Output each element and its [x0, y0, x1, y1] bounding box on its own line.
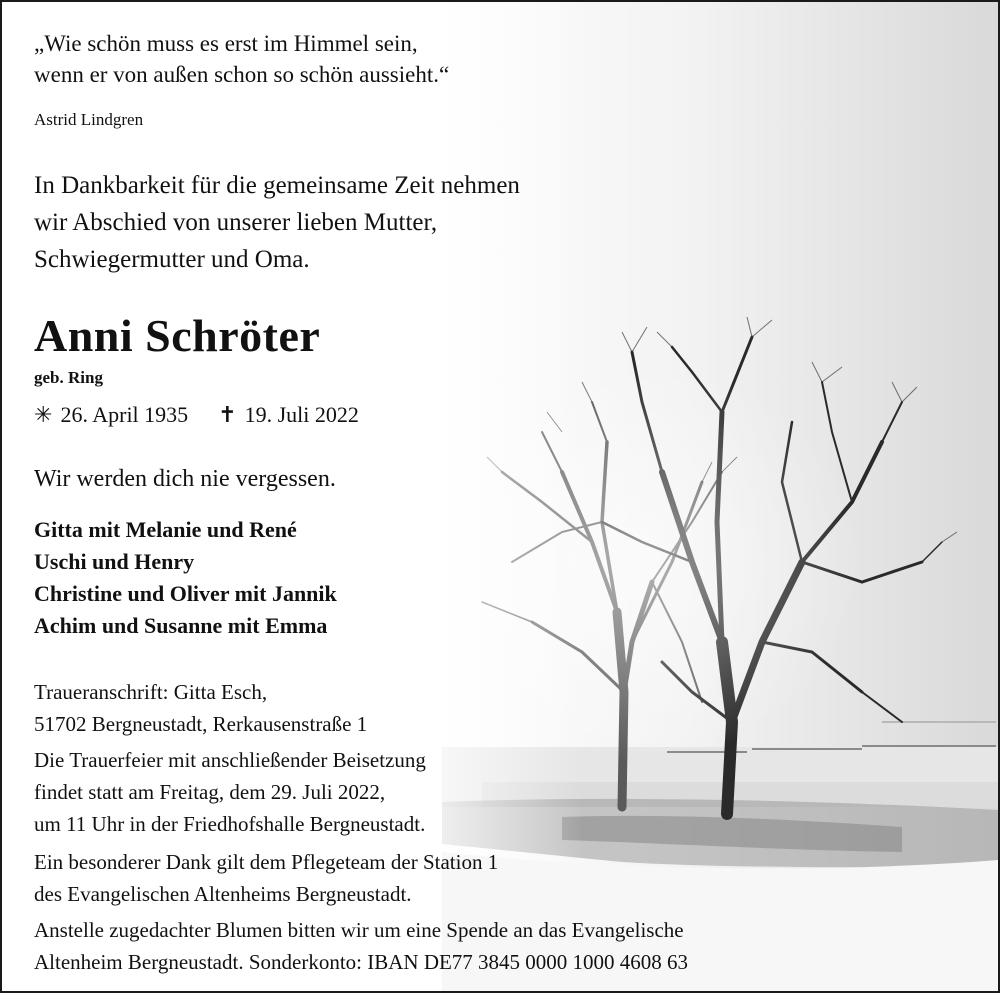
- address-line: Traueranschrift: Gitta Esch,: [34, 680, 268, 704]
- mourning-address: [34, 676, 367, 740]
- mourner-line: Achim und Susanne mit Emma: [34, 613, 328, 638]
- quote: [34, 28, 449, 90]
- service-line: Die Trauerfeier mit anschließender Beisetzung: [34, 748, 426, 772]
- mourner-line: Uschi und Henry: [34, 549, 195, 574]
- donation-line: Altenheim Bergneustadt. Sonderkonto: IBAN DE77 3845 0000 1000 4608 63: [34, 950, 689, 974]
- death-date: 19. Juli 2022: [244, 402, 359, 427]
- quote-line: „Wie schön muss es erst im Himmel sein,: [34, 31, 418, 56]
- mourner-line: Christine und Oliver mit Jannik: [34, 581, 337, 606]
- thanks-line: des Evangelischen Altenheims Bergneustadt.: [34, 882, 412, 906]
- intro-text: [34, 167, 520, 278]
- birth-date: 26. April 1935: [60, 402, 189, 427]
- birth-name: geb. Ring: [34, 368, 103, 387]
- donation-line: Anstelle zugedachter Blumen bitten wir um eine Spende an das Evangelische: [34, 918, 684, 942]
- mourners-list: [34, 514, 337, 642]
- quote-line: wenn er von außen schon so schön aussieht.“: [34, 62, 450, 87]
- life-dates: [34, 402, 359, 428]
- service-line: um 11 Uhr in der Friedhofshalle Bergneustadt.: [34, 812, 426, 836]
- thanks-note: [34, 846, 498, 910]
- death-cross-icon: ✝: [218, 402, 237, 427]
- intro-line: wir Abschied von unserer lieben Mutter,: [34, 209, 438, 236]
- service-line: findet statt am Freitag, dem 29. Juli 2022,: [34, 780, 386, 804]
- quote-author: Astrid Lindgren: [34, 110, 144, 129]
- birth-star-icon: ✳: [34, 402, 53, 427]
- intro-line: In Dankbarkeit für die gemeinsame Zeit nehmen: [34, 172, 520, 199]
- intro-line: Schwiegermutter und Oma.: [34, 246, 310, 273]
- address-line: 51702 Bergneustadt, Rerkausenstraße 1: [34, 712, 368, 736]
- mourner-line: Gitta mit Melanie und René: [34, 517, 297, 542]
- farewell-line: Wir werden dich nie vergessen.: [34, 466, 336, 492]
- deceased-name: Anni Schröter: [34, 310, 321, 361]
- thanks-line: Ein besonderer Dank gilt dem Pflegeteam der Station 1: [34, 850, 499, 874]
- donation-note: [34, 914, 688, 978]
- winter-trees-photo: [2, 2, 998, 991]
- service-info: [34, 744, 426, 840]
